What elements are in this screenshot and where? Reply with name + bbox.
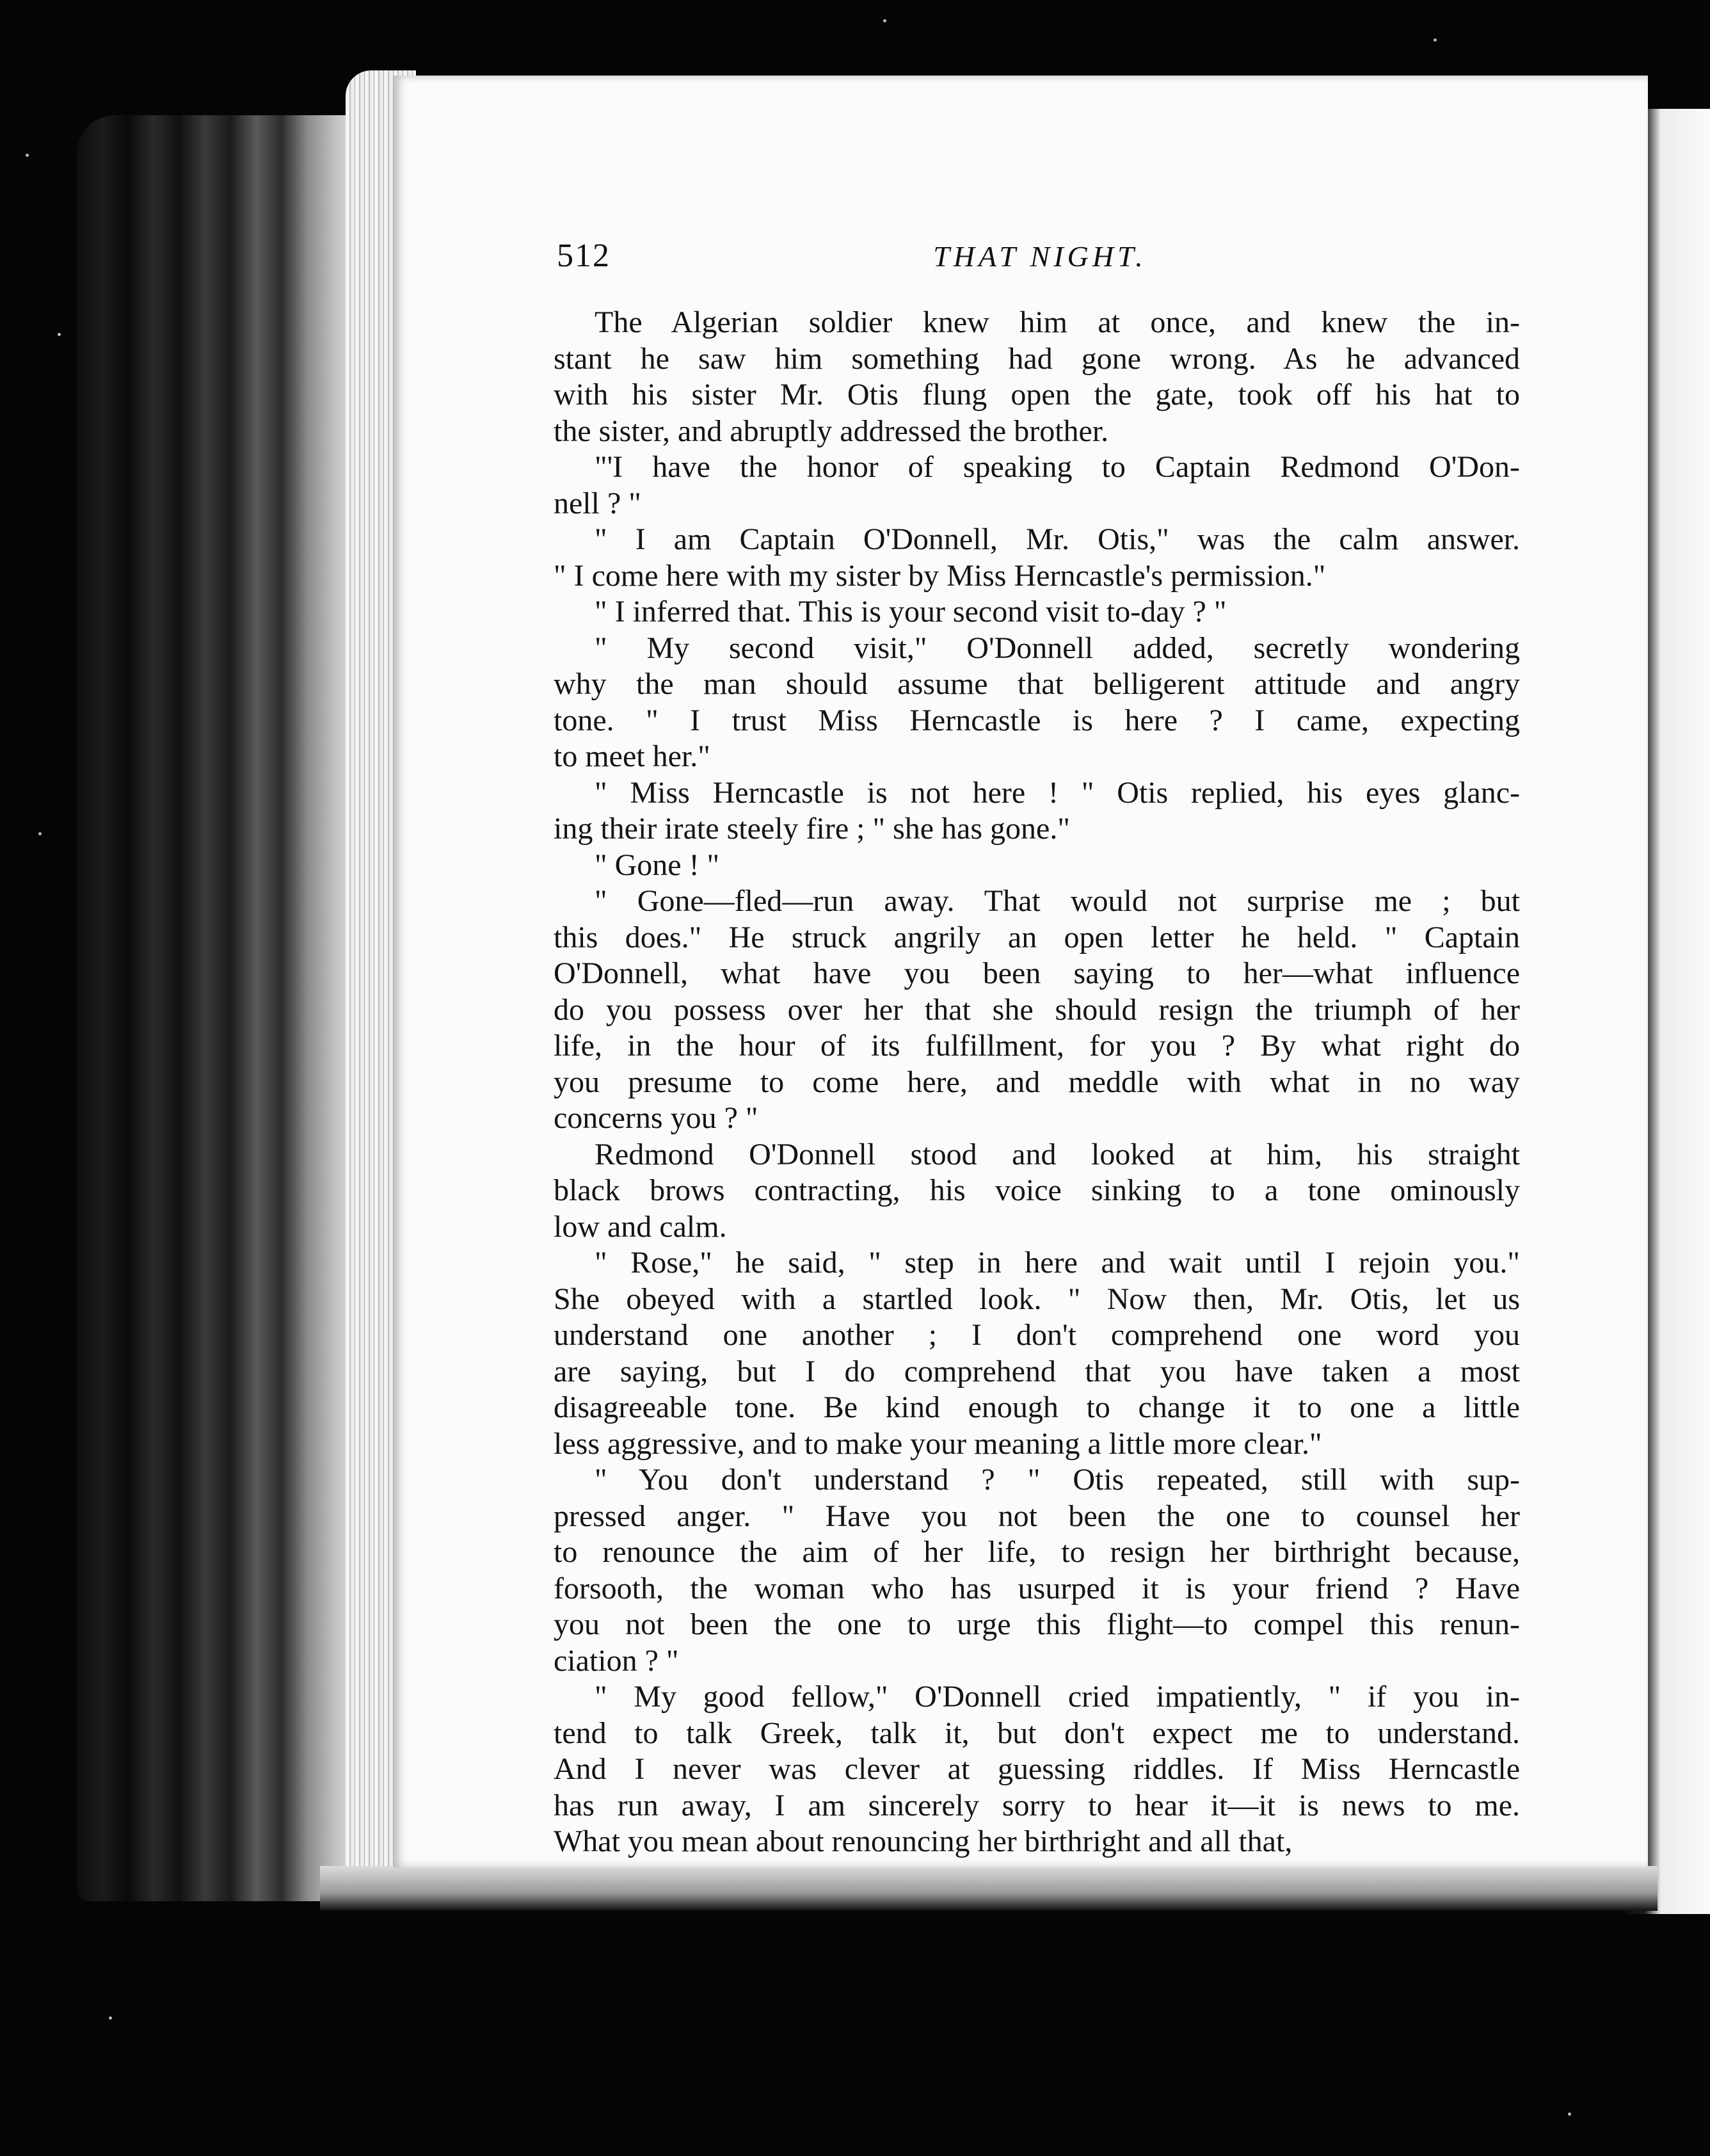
text-line: less aggressive, and to make your meaning a little more clear." xyxy=(554,1426,1322,1461)
paragraph xyxy=(554,1462,1520,1679)
text-line: " Miss Herncastle is not here ! " Otis replied, his eyes glanc- xyxy=(595,775,1520,810)
text-line: the sister, and abruptly addressed the brother. xyxy=(554,414,1109,448)
text-line: ciation ? " xyxy=(554,1643,679,1678)
page-number: 512 xyxy=(557,237,611,274)
text-line: understand one another ; I don't comprehend one word you xyxy=(554,1318,1520,1352)
text-line: " Gone—fled—run away. That would not surprise me ; but xyxy=(595,884,1520,918)
paragraph xyxy=(554,1137,1520,1246)
body-text xyxy=(554,305,1520,1860)
text-line: you presume to come here, and meddle with what in no way xyxy=(554,1065,1520,1099)
text-line: with his sister Mr. Otis flung open the gate, took off his hat to xyxy=(554,378,1520,412)
text-line: " I come here with my sister by Miss Herncastle's permission." xyxy=(554,558,1326,593)
page-bottom-edge xyxy=(320,1866,1658,1911)
text-line: Redmond O'Donnell stood and looked at him, his straight xyxy=(595,1137,1520,1171)
paragraph xyxy=(554,449,1520,522)
paragraph xyxy=(554,522,1520,594)
paragraph xyxy=(554,594,1520,631)
text-line: concerns you ? " xyxy=(554,1101,758,1135)
text-line: life, in the hour of its fulfillment, for you ? By what right do xyxy=(554,1029,1520,1063)
text-line: She obeyed with a startled look. " Now then, Mr. Otis, let us xyxy=(554,1282,1520,1316)
text-line: "'I have the honor of speaking to Captain Redmond O'Don- xyxy=(595,450,1520,484)
text-line: do you possess over her that she should resign the triumph of her xyxy=(554,992,1520,1027)
text-line: O'Donnell, what have you been saying to her—what influence xyxy=(554,956,1520,990)
text-line: " I am Captain O'Donnell, Mr. Otis," was the calm answer. xyxy=(595,522,1520,556)
text-line: this does." He struck angrily an open letter he held. " Captain xyxy=(554,920,1520,954)
paragraph xyxy=(554,1679,1520,1860)
text-line: " My second visit," O'Donnell added, secretly wondering xyxy=(595,631,1520,665)
text-line: to renounce the aim of her life, to resign her birthright because, xyxy=(554,1535,1520,1569)
text-line: And I never was clever at guessing riddles. If Miss Herncastle xyxy=(554,1752,1520,1786)
text-line: ing their irate steely fire ; " she has gone." xyxy=(554,812,1070,846)
text-line: nell ? " xyxy=(554,486,641,520)
text-line: to meet her." xyxy=(554,739,710,773)
paragraph xyxy=(554,305,1520,449)
text-line: " Gone ! " xyxy=(595,848,720,882)
paragraph xyxy=(554,883,1520,1137)
text-line: black brows contracting, his voice sinking to a tone ominously xyxy=(554,1173,1520,1207)
text-line: What you mean about renouncing her birthright and all that, xyxy=(554,1824,1293,1858)
paragraph xyxy=(554,631,1520,775)
text-line: stant he saw him something had gone wrong. As he advanced xyxy=(554,341,1520,376)
paragraph xyxy=(554,775,1520,848)
text-line: pressed anger. " Have you not been the one to counsel her xyxy=(554,1499,1520,1533)
text-line: " Rose," he said, " step in here and wait until I rejoin you." xyxy=(595,1246,1520,1280)
text-line: tone. " I trust Miss Herncastle is here ? I came, expecting xyxy=(554,703,1520,737)
text-line: low and calm. xyxy=(554,1209,727,1244)
text-line: disagreeable tone. Be kind enough to change it to one a little xyxy=(554,1390,1520,1424)
text-line: The Algerian soldier knew him at once, and knew the in- xyxy=(595,305,1520,339)
running-head xyxy=(557,237,1523,294)
text-line: " My good fellow," O'Donnell cried impatiently, " if you in- xyxy=(595,1680,1520,1714)
text-line: has run away, I am sincerely sorry to hear it—it is news to me. xyxy=(554,1788,1520,1822)
text-line: forsooth, the woman who has usurped it is your friend ? Have xyxy=(554,1571,1520,1605)
paragraph xyxy=(554,1245,1520,1462)
text-line: " You don't understand ? " Otis repeated, still with sup- xyxy=(595,1463,1520,1497)
paragraph xyxy=(554,848,1520,884)
text-line: are saying, but I do comprehend that you have taken a most xyxy=(554,1354,1520,1388)
text-line: why the man should assume that belligerent attitude and angry xyxy=(554,667,1520,701)
text-line: you not been the one to urge this flight—to compel this renun- xyxy=(554,1607,1520,1641)
text-line: " I inferred that. This is your second visit to-day ? " xyxy=(595,595,1227,629)
running-title: THAT NIGHT. xyxy=(933,240,1147,273)
text-line: tend to talk Greek, talk it, but don't expect me to understand. xyxy=(554,1716,1520,1750)
